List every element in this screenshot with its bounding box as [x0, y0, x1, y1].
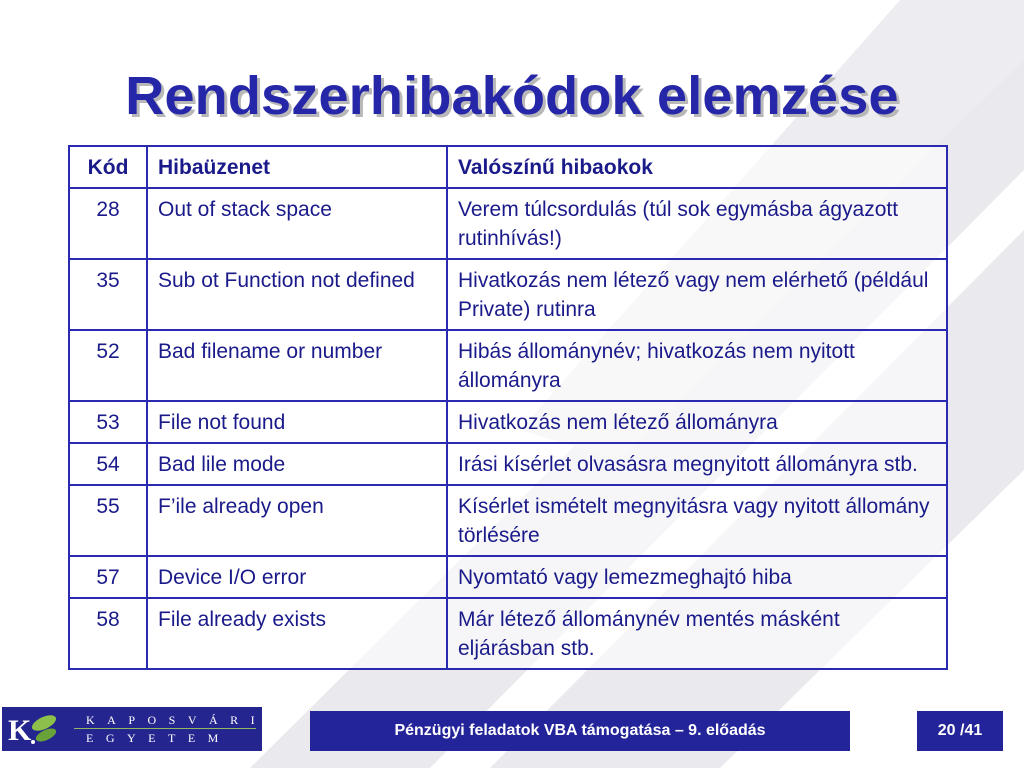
logo-divider: [74, 728, 256, 729]
logo-text-line2: EGYETEM: [86, 731, 231, 745]
cell-code: 57: [69, 556, 147, 598]
cell-cause: Hibás állománynév; hivatkozás nem nyitott állományra: [447, 330, 947, 401]
table-row: [69, 485, 947, 556]
table-row: [69, 443, 947, 485]
cell-message: Bad filename or number: [147, 330, 447, 401]
table-row: [69, 556, 947, 598]
cell-cause: Kísérlet ismételt megnyitásra vagy nyitott állomány törlésére: [447, 485, 947, 556]
header-message: Hibaüzenet: [147, 146, 447, 188]
cell-cause: Verem túlcsordulás (túl sok egymásba ágyazott rutinhívás!): [447, 188, 947, 259]
page-title: Rendszerhibakódok elemzése: [125, 66, 899, 126]
cell-message: Device I/O error: [147, 556, 447, 598]
university-logo: [2, 707, 268, 751]
cell-message: File already exists: [147, 598, 447, 669]
table-header-row: [69, 146, 947, 188]
cell-message: File not found: [147, 401, 447, 443]
cell-message: F’ile already open: [147, 485, 447, 556]
footer-course-title: Pénzügyi feladatok VBA támogatása – 9. előadás: [310, 711, 850, 751]
cell-code: 54: [69, 443, 147, 485]
cell-cause: Hivatkozás nem létező állományra: [447, 401, 947, 443]
svg-text:K: K: [8, 714, 32, 747]
logo-text-line1: KAPOSVÁRI: [86, 713, 268, 727]
footer-page-number: 20 /41: [917, 711, 1003, 751]
header-code: Kód: [69, 146, 147, 188]
error-code-table: [68, 145, 948, 670]
university-logo-mark-icon: [6, 711, 64, 747]
cell-code: 58: [69, 598, 147, 669]
cell-message: Out of stack space: [147, 188, 447, 259]
header-cause: Valószínű hibaokok: [447, 146, 947, 188]
table-row: [69, 188, 947, 259]
table-row: [69, 401, 947, 443]
cell-cause: Nyomtató vagy lemezmeghajtó hiba: [447, 556, 947, 598]
cell-code: 28: [69, 188, 147, 259]
cell-message: Sub ot Function not defined: [147, 259, 447, 330]
cell-cause: Irási kísérlet olvasásra megnyitott állományra stb.: [447, 443, 947, 485]
cell-code: 53: [69, 401, 147, 443]
table-row: [69, 330, 947, 401]
cell-message: Bad lile mode: [147, 443, 447, 485]
cell-code: 35: [69, 259, 147, 330]
cell-code: 55: [69, 485, 147, 556]
table-row: [69, 259, 947, 330]
cell-code: 52: [69, 330, 147, 401]
cell-cause: Hivatkozás nem létező vagy nem elérhető (például Private) rutinra: [447, 259, 947, 330]
cell-cause: Már létező állománynév mentés másként eljárásban stb.: [447, 598, 947, 669]
table-row: [69, 598, 947, 669]
